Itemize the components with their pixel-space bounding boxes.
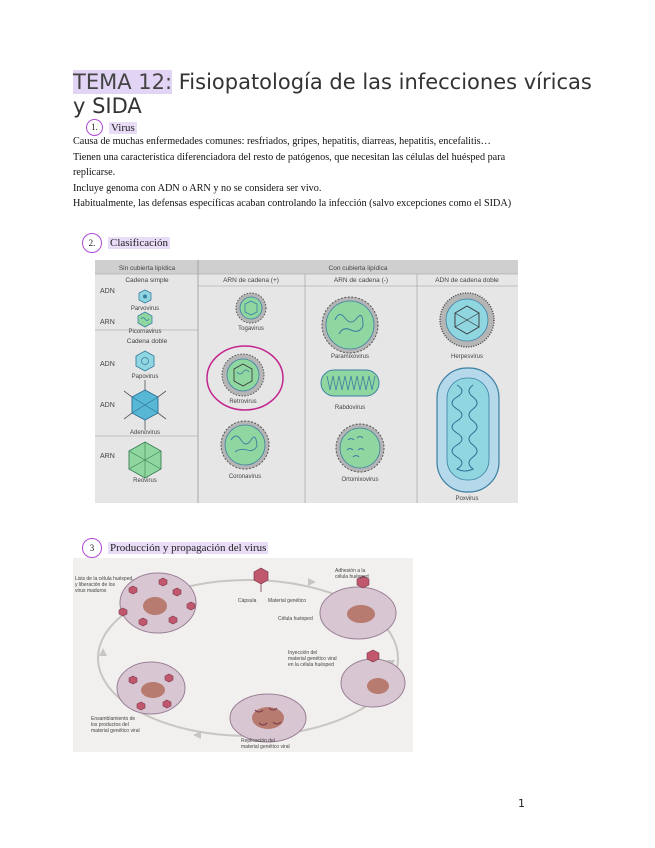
label-adenovirus: Adenovirus (129, 430, 161, 436)
label-material: Material genético (268, 598, 307, 604)
row-label-adn: ADN (100, 402, 115, 409)
ortomixovirus-icon (336, 424, 384, 472)
label-replicacion: Replicación del material genético viral (241, 738, 290, 750)
reovirus-icon (129, 442, 161, 478)
label-retrovirus: Retrovirus (229, 399, 257, 405)
label-capsula: Cápsula (238, 598, 257, 604)
header-arn-neg: ARN de cadena (-) (333, 277, 389, 284)
title-highlight: TEMA 12: (73, 70, 173, 94)
poxvirus-icon (437, 368, 499, 492)
header-sin-cubierta: Sin cubierta lipídica (118, 265, 176, 272)
coronavirus-icon (221, 421, 269, 469)
label-reovirus: Reovirus (133, 478, 157, 484)
header-arn-pos: ARN de cadena (+) (223, 277, 279, 284)
title-rest: Fisiopatología de las infecciones víricas y SIDA (73, 70, 592, 118)
header-cadena-doble: Cadena doble (126, 338, 168, 345)
label-coronavirus: Coronavirus (228, 474, 262, 480)
label-ortomixovirus: Ortomixovirus (341, 477, 379, 483)
section-number-circle: 2. (82, 233, 102, 253)
section-label: Clasificación (110, 237, 169, 249)
parvovirus-icon (139, 290, 151, 303)
label-celula: Célula huésped (278, 616, 313, 622)
label-togavirus: Togavirus (238, 326, 264, 332)
label-papovirus: Papovirus (131, 374, 159, 380)
paramixovirus-icon (322, 297, 378, 353)
label-ensamblaje: Ensamblamiento de los productos del material genético viral (91, 716, 140, 734)
label-liberacion: Lisis de la célula huésped, y liberación de los virus maduros (75, 576, 134, 594)
picornavirus-icon (138, 312, 152, 327)
section-number-circle: 1. (86, 119, 103, 136)
retrovirus-icon (222, 354, 264, 396)
host-cell-icon (320, 576, 396, 639)
label-parvovirus: Parvovirus (130, 306, 160, 312)
label-poxvirus: Poxvirus (455, 496, 479, 502)
row-label-adn: ADN (100, 288, 115, 295)
row-label-arn: ARN (100, 319, 115, 326)
header-cadena-simple: Cadena simple (125, 277, 169, 284)
herpesvirus-icon (440, 293, 494, 347)
label-picornavirus: Picornavirus (128, 329, 162, 335)
body-text (73, 134, 543, 212)
body-line: Tienen una característica diferenciadora del resto de patógenos, que necesitan las células del huésped para replicarse. (73, 151, 506, 178)
attaching-virus-icon (254, 568, 268, 592)
section-2-heading (82, 233, 170, 253)
label-herpesvirus: Herpesvirus (450, 354, 484, 360)
header-adn-doble: ADN de cadena doble (435, 277, 499, 284)
virus-classification-figure (95, 260, 518, 503)
papovirus-icon (136, 351, 154, 371)
rabdovirus-icon (321, 370, 379, 396)
section-label: Virus (111, 121, 135, 134)
replication-cell-icon (230, 694, 306, 742)
lysed-cell-icon (119, 573, 196, 633)
page-number: 1 (518, 797, 525, 810)
label-adhesion: Adhesión a la célula huésped (335, 568, 369, 580)
section-label: Producción y propagación del virus (110, 542, 267, 554)
label-rabdovirus: Rabdovirus (334, 405, 366, 411)
body-line: Causa de muchas enfermedades comunes: resfriados, gripes, hepatitis, diarreas, hepatitis, encefalitis… (73, 136, 491, 147)
row-label-adn: ADN (100, 361, 115, 368)
label-paramixovirus: Paramixovirus (330, 354, 370, 360)
assembly-cell-icon (117, 662, 185, 714)
body-line: Incluye genoma con ADN o ARN y no se considera ser vivo. (73, 182, 322, 194)
page-title (73, 70, 593, 118)
label-inyeccion: Inyección del material genético viral en la célula huésped (288, 650, 337, 668)
section-3-heading (82, 538, 268, 558)
body-line: Habitualmente, las defensas específicas acaban controlando la infección (salvo excepciones como el SIDA) (73, 198, 512, 209)
togavirus-icon (236, 293, 266, 323)
adenovirus-icon (124, 380, 166, 430)
injection-cell-icon (341, 650, 405, 707)
viral-replication-cycle-figure (73, 558, 413, 752)
header-con-cubierta: Con cubierta lipídica (328, 265, 388, 272)
section-number-circle: 3 (82, 538, 102, 558)
row-label-arn: ARN (100, 453, 115, 460)
